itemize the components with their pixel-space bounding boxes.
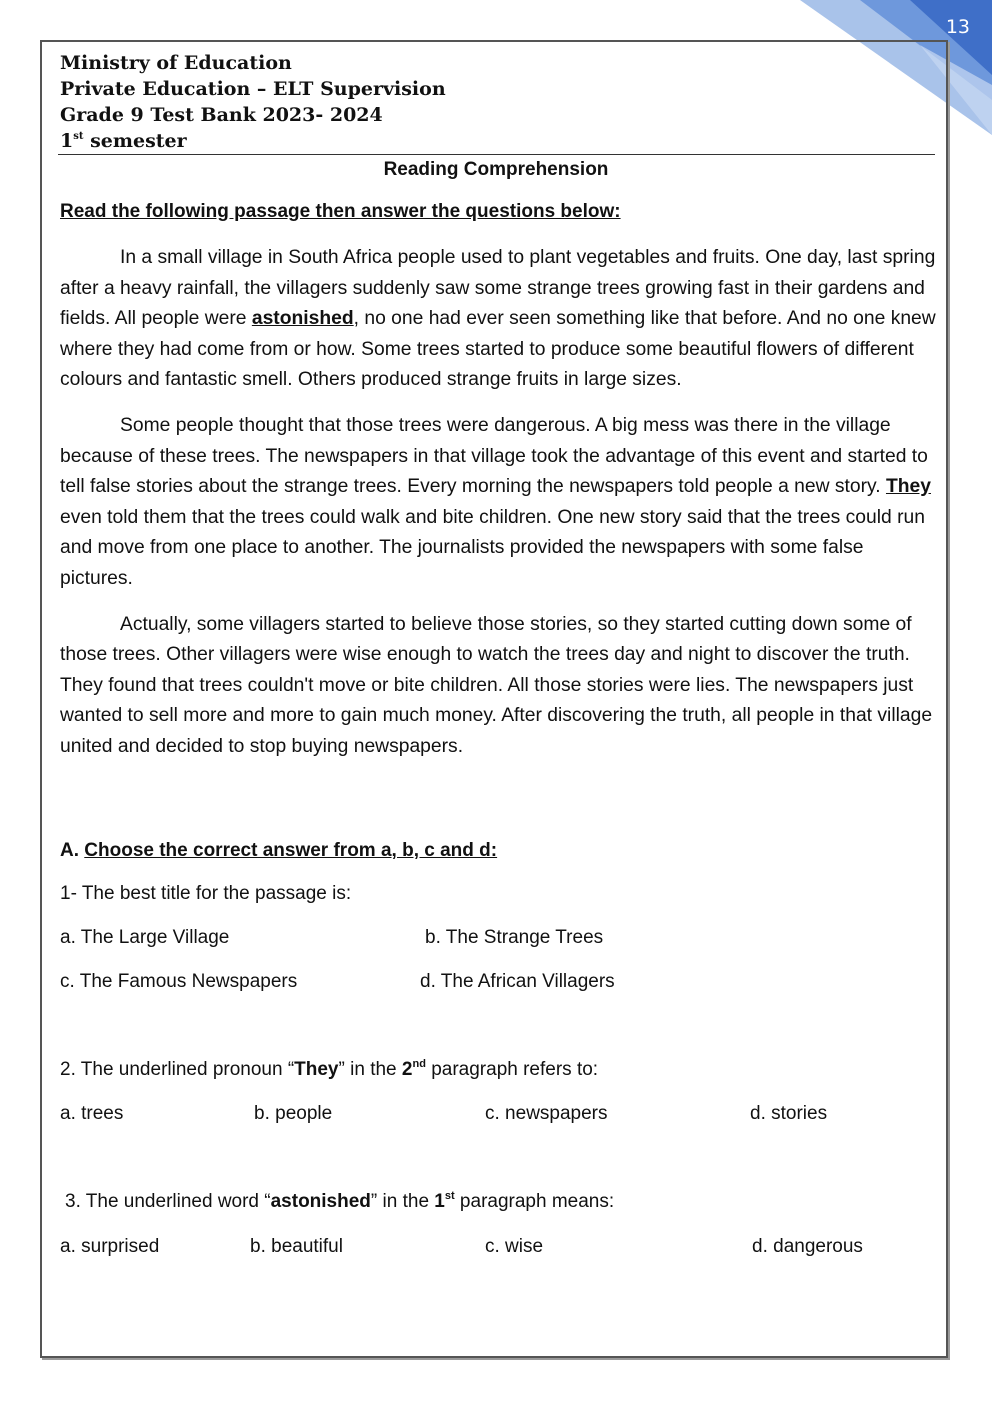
q2-option-d: d. stories <box>750 1103 828 1124</box>
q1-option-d: d. The African Villagers <box>420 971 615 992</box>
q1-option-a: a. The Large Village <box>60 927 230 948</box>
paragraph-3: Actually, some villagers started to believe those stories, so they started cutting down some of those trees. Other villagers were wise enough to watch the trees day and night to discover the truth. They found that trees couldn't move or bite children. All those stories were lies. The newspapers just wanted to sell more and more to gain much money. After discovering the truth, all people in that village united and decided to stop buying newspapers. <box>60 613 933 757</box>
section-a-heading: A. Choose the correct answer from a, b, c and d: <box>60 840 498 861</box>
paragraph-2: Some people thought that those trees were dangerous. A big mess was there in the village because of these trees. The newspapers in that village took the advantage of this event and started to tell false stories about the strange trees. Every morning the newspapers told people a new story. They even told them that the trees could walk and bite children. One new story said that the trees could run and move from one place to another. The journalists provided the newspapers with some false pictures. <box>60 414 931 589</box>
q3-option-c: c. wise <box>485 1236 544 1257</box>
q2-option-b: b. people <box>254 1103 333 1124</box>
reading-passage <box>60 243 936 778</box>
document-header <box>60 50 446 154</box>
paragraph-1: In a small village in South Africa people used to plant vegetables and fruits. One day, last spring after a heavy rainfall, the villagers suddenly saw some strange trees growing fast in their gardens and fields. All people were astonished, no one had ever seen something like that before. And no one knew where they had come from or how. Some trees started to produce some beautiful flowers of different colours and fantastic smell. Others produced strange fruits in large sizes. <box>60 247 936 391</box>
q3-option-d: d. dangerous <box>752 1236 863 1257</box>
question-2: 2. The underlined pronoun “They” in the 2nd paragraph refers to: <box>60 1058 599 1080</box>
q3-option-a: a. surprised <box>60 1236 160 1257</box>
q2-option-a: a. trees <box>60 1103 124 1124</box>
question-1: 1- The best title for the passage is: <box>60 883 352 904</box>
q3-option-b: b. beautiful <box>250 1236 343 1257</box>
q2-option-c: c. newspapers <box>485 1103 608 1124</box>
header-ministry: Ministry of Education <box>60 52 292 74</box>
q1-option-c: c. The Famous Newspapers <box>60 971 298 992</box>
header-test-bank: Grade 9 Test Bank 2023- 2024 <box>60 104 383 126</box>
highlighted-word-astonished: astonished <box>251 308 354 330</box>
instruction-text: Read the following passage then answer the questions below: <box>60 201 621 222</box>
header-divider <box>58 154 935 155</box>
highlighted-word-they: They <box>885 476 931 498</box>
section-title: Reading Comprehension <box>383 159 609 180</box>
question-3: 3. The underlined word “astonished” in the 1st paragraph means: <box>65 1190 615 1212</box>
header-department: Private Education – ELT Supervision <box>60 78 446 100</box>
q1-option-b: b. The Strange Trees <box>425 927 604 948</box>
header-semester: 1st semester <box>60 130 187 152</box>
page-number: 13 <box>945 16 970 38</box>
